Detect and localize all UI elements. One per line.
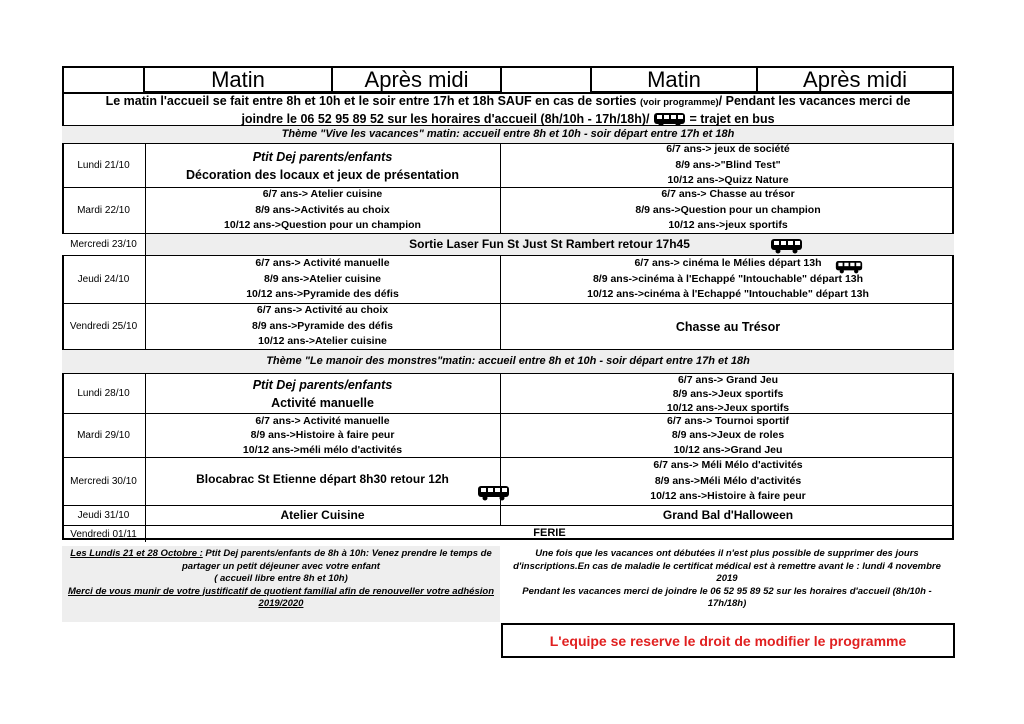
am-line-1: 6/7 ans-> Atelier cuisine: [262, 188, 383, 201]
day-label: Jeudi 31/10: [62, 506, 146, 525]
am-line-3: 10/12 ans->méli mélo d'activités: [242, 443, 403, 456]
day-label: Lundi 28/10: [62, 374, 146, 413]
disclaimer-text: L'equipe se reserve le droit de modifier le programme: [549, 632, 907, 649]
table-row-mardi-29: [62, 414, 954, 458]
pm-cell: [500, 188, 955, 233]
notes-left: [62, 546, 500, 622]
notes-right-a: Une fois que les vacances ont débutées il n'est plus possible de supprimer des jours: [535, 548, 919, 559]
intro-line1-b: (voir programme): [640, 97, 719, 108]
table-row-vendredi-25: [62, 304, 954, 350]
pm-line-1: 6/7 ans-> Chasse au trésor: [661, 188, 795, 201]
am-line-3: 10/12 ans->Atelier cuisine: [258, 335, 387, 348]
pm-line-3: 10/12 ans->cinéma à l'Echappé "Intouchable" départ 13h: [587, 288, 869, 301]
theme-row-2: Thème "Le manoir des monstres"matin: accueil entre 8h et 10h - soir départ entre 17h et 18h: [62, 350, 954, 374]
header-matin-left: Matin: [143, 66, 333, 93]
am-line-2: 8/9 ans->Activités au choix: [255, 203, 390, 216]
notes-right-e: 17h/18h): [707, 598, 747, 609]
am-cell: [145, 256, 500, 303]
am-cell: [145, 188, 500, 233]
notes-left-f: 2019/2020: [258, 598, 304, 609]
intro-line1-c: / Pendant les vacances merci de: [718, 94, 911, 108]
day-label: Mercredi 23/10: [62, 234, 146, 255]
day-label: Mardi 22/10: [62, 188, 146, 233]
day-label: Lundi 21/10: [62, 144, 146, 187]
notes-right-c: 2019: [716, 573, 738, 584]
table-row-lundi-28: [62, 374, 954, 414]
table-row-mercredi-30: [62, 458, 954, 506]
pm-line-2: 8/9 ans->Question pour un champion: [635, 203, 821, 216]
notes-left-e: Merci de vous munir de votre justificatif de quotient familial afin de renouveller votre adhésion: [67, 585, 494, 597]
pm-line-3: 10/12 ans->Histoire à faire peur: [650, 490, 806, 503]
intro-text: [64, 93, 952, 126]
am-line-2: 8/9 ans->Pyramide des défis: [252, 319, 393, 332]
am-line-1: 6/7 ans-> Activité au choix: [256, 304, 389, 317]
notes-left-b: Ptit Dej parents/enfants de 8h à 10h: Venez prendre le temps de: [202, 548, 492, 559]
holiday-cell: [145, 526, 954, 542]
am-line-3: 10/12 ans->Pyramide des défis: [246, 288, 399, 301]
pm-line-3: 10/12 ans->jeux sportifs: [668, 219, 788, 232]
intro-line1-a: Le matin l'accueil se fait entre 8h et 10h et le soir entre 17h et 18h SAUF en cas de sorties: [105, 94, 637, 108]
pm-line-3: 10/12 ans->Grand Jeu: [673, 443, 783, 456]
theme-row-1: Thème "Vive les vacances" matin: accueil entre 8h et 10h - soir départ entre 17h et 18h: [62, 126, 954, 144]
pm-line-2: 8/9 ans->Jeux sportifs: [672, 387, 784, 400]
table-row-mercredi-23: [62, 234, 954, 256]
header-apres-midi-left: Après midi: [331, 66, 502, 93]
pm-line: Chasse au Trésor: [675, 319, 781, 334]
notes-left-c: partager un petit déjeuner avec votre enfant: [182, 560, 380, 572]
am-line-2: Décoration des locaux et jeux de présentation: [186, 167, 459, 182]
pm-line-1: 6/7 ans-> jeux de société: [666, 143, 790, 156]
pm-cell: [500, 256, 955, 303]
pm-line-3: 10/12 ans->Jeux sportifs: [666, 401, 790, 414]
am-cell: [145, 458, 500, 505]
am-cell: [145, 414, 500, 457]
pm-cell: [500, 506, 955, 525]
table-row-mardi-22: [62, 188, 954, 234]
outing-text: Sortie Laser Fun St Just St Rambert retour 17h45: [409, 236, 690, 251]
am-line-1: Ptit Dej parents/enfants: [252, 377, 393, 392]
am-cell: [145, 144, 500, 187]
pm-cell: [500, 414, 955, 457]
am-line-1: 6/7 ans-> Activité manuelle: [255, 257, 390, 270]
bus-icon: [770, 238, 803, 254]
am-cell: [145, 304, 500, 349]
intro-line2-b: = trajet en bus: [689, 112, 775, 126]
pm-line-1: 6/7 ans-> Méli Mélo d'activités: [653, 459, 803, 472]
disclaimer-box: [501, 623, 955, 658]
pm-cell: [500, 458, 955, 505]
pm-cell: [500, 374, 955, 413]
notes-right: [506, 546, 948, 622]
am-cell: [145, 374, 500, 413]
pm-line-2: 8/9 ans->Jeux de roles: [671, 429, 785, 442]
outing-cell: [145, 234, 954, 255]
pm-line-1: 6/7 ans-> Tournoi sportif: [666, 414, 790, 427]
day-label: Jeudi 24/10: [62, 256, 146, 303]
pm-cell: [500, 304, 955, 349]
am-line: Atelier Cuisine: [280, 507, 365, 522]
am-line-1: Ptit Dej parents/enfants: [252, 149, 393, 164]
pm-line-2: 8/9 ans->"Blind Test": [675, 158, 781, 171]
pm-line-2: 8/9 ans->Méli Mélo d'activités: [654, 474, 802, 487]
bus-icon: [835, 259, 863, 275]
notes-left-d: ( accueil libre entre 8h et 10h): [214, 573, 348, 584]
holiday-text: FERIE: [533, 527, 566, 540]
intro-line2-a: joindre le 06 52 95 89 52 sur les horaires d'accueil (8h/10h - 17h/18h)/: [241, 112, 650, 126]
am-line-3: 10/12 ans->Question pour un champion: [224, 219, 421, 232]
day-label: Vendredi 01/11: [62, 526, 146, 542]
day-label: Vendredi 25/10: [62, 304, 146, 349]
header-matin-right: Matin: [590, 66, 758, 93]
table-row-jeudi-24: [62, 256, 954, 304]
notes-left-a: Les Lundis 21 et 28 Octobre :: [70, 548, 203, 559]
table-row-lundi-21: [62, 144, 954, 188]
am-line-2: 8/9 ans->Histoire à faire peur: [250, 429, 395, 442]
pm-cell: [500, 144, 955, 187]
am-line: Blocabrac St Etienne départ 8h30 retour 12h: [196, 472, 449, 486]
am-cell: [145, 506, 500, 525]
notes-right-b: d'inscriptions.En cas de maladie le certificat médical est à remettre avant le : lundi 4 novembre: [513, 560, 941, 572]
pm-line-2: 8/9 ans->cinéma à l'Echappé "Intouchable" départ 13h: [592, 272, 864, 285]
notes-right-d: Pendant les vacances merci de joindre le 06 52 95 89 52 sur les horaires d'accueil (8h/10h -: [522, 585, 932, 597]
pm-line-3: 10/12 ans->Quizz Nature: [667, 174, 789, 187]
table-row-vendredi-01: [62, 526, 954, 542]
pm-line-1: 6/7 ans-> cinéma le Mélies départ 13h: [634, 257, 822, 270]
am-line-1: 6/7 ans-> Activité manuelle: [255, 414, 390, 427]
table-row-jeudi-31: [62, 506, 954, 526]
am-line-2: Activité manuelle: [271, 395, 374, 410]
header-apres-midi-right: Après midi: [756, 66, 954, 93]
pm-line: Grand Bal d'Halloween: [662, 507, 794, 522]
pm-line-1: 6/7 ans-> Grand Jeu: [677, 373, 779, 386]
day-label: Mardi 29/10: [62, 414, 146, 457]
day-label: Mercredi 30/10: [62, 458, 146, 505]
am-line-2: 8/9 ans->Atelier cuisine: [263, 272, 381, 285]
